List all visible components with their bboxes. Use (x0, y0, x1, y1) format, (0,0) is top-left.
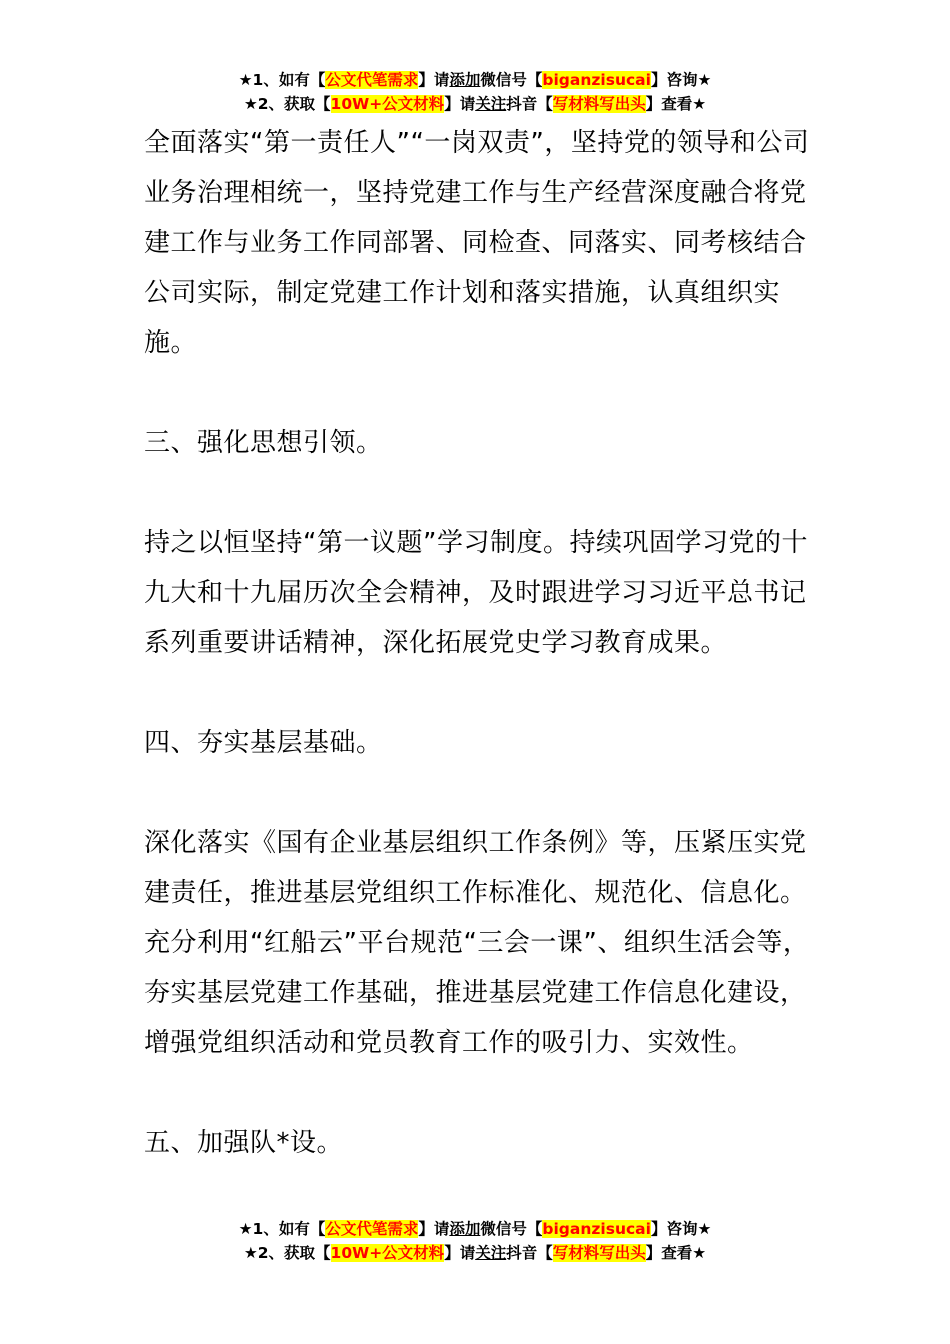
banner-text: 抖音【 (506, 95, 553, 113)
banner-text: 】查看★ (645, 95, 707, 113)
highlight-wechat-id: biganzisucai (542, 71, 651, 89)
banner-text: 2、获取【 (257, 95, 331, 113)
banner-emphasis: 添加 (449, 1220, 481, 1238)
highlight-ghostwriting: 公文代笔需求 (325, 1220, 419, 1238)
highlight-wechat-id: biganzisucai (542, 1220, 651, 1238)
highlight-materials: 10W+公文材料 (330, 95, 445, 113)
banner-line-2 (0, 92, 950, 116)
paragraph-grassroots: 深化落实《国有企业基层组织工作条例》等，压紧压实党建责任，推进基层党组织工作标准化、规范化、信息化。充分利用“红船云”平台规范“三会一课”、组织生活会等，夯实基层党建工作基础，推进基层党建工作信息化建设，增强党组织活动和党员教育工作的吸引力、实效性。 (144, 828, 810, 1058)
banner-line-1 (0, 1217, 950, 1241)
banner-text: 微信号【 (480, 71, 543, 89)
banner-text: 抖音【 (506, 1244, 553, 1262)
banner-emphasis: 关注 (475, 95, 507, 113)
banner-text: 】请 (418, 1220, 450, 1238)
highlight-douyin-account: 写材料写出头 (552, 1244, 646, 1262)
top-banner (0, 68, 950, 116)
banner-text: 】请 (418, 71, 450, 89)
banner-text: 】咨询★ (650, 1220, 712, 1238)
bottom-banner (0, 1217, 950, 1265)
heading-section-3: 三、强化思想引领。 (144, 428, 383, 458)
banner-text: 】请 (444, 95, 476, 113)
document-body (144, 118, 810, 1168)
banner-text: 2、获取【 (257, 1244, 331, 1262)
highlight-materials: 10W+公文材料 (330, 1244, 445, 1262)
star-icon: ★ (243, 95, 258, 113)
banner-emphasis: 添加 (449, 71, 481, 89)
banner-text: 1、如有【 (252, 71, 326, 89)
banner-text: 】咨询★ (650, 71, 712, 89)
paragraph-gap (144, 468, 810, 518)
highlight-ghostwriting: 公文代笔需求 (325, 71, 419, 89)
star-icon: ★ (238, 1220, 253, 1238)
paragraph-gap (144, 1068, 810, 1118)
paragraph-gap (144, 768, 810, 818)
banner-text: 1、如有【 (252, 1220, 326, 1238)
banner-text: 微信号【 (480, 1220, 543, 1238)
banner-text: 】查看★ (645, 1244, 707, 1262)
heading-section-4: 四、夯实基层基础。 (144, 728, 383, 758)
star-icon: ★ (243, 1244, 258, 1262)
paragraph-gap (144, 668, 810, 718)
banner-line-1 (0, 68, 950, 92)
banner-emphasis: 关注 (475, 1244, 507, 1262)
heading-section-5: 五、加强队*设。 (144, 1128, 344, 1158)
banner-line-2 (0, 1241, 950, 1265)
highlight-douyin-account: 写材料写出头 (552, 95, 646, 113)
banner-text: 】请 (444, 1244, 476, 1262)
star-icon: ★ (238, 71, 253, 89)
paragraph-ideology: 持之以恒坚持“第一议题”学习制度。持续巩固学习党的十九大和十九届历次全会精神，及时跟进学习习近平总书记系列重要讲话精神，深化拓展党史学习教育成果。 (144, 528, 808, 658)
paragraph-responsibility: 全面落实“第一责任人”“一岗双责”，坚持党的领导和公司业务治理相统一，坚持党建工作与生产经营深度融合将党建工作与业务工作同部署、同检查、同落实、同考核结合公司实际，制定党建工作计划和落实措施，认真组织实施。 (144, 128, 810, 358)
paragraph-gap (144, 368, 810, 418)
